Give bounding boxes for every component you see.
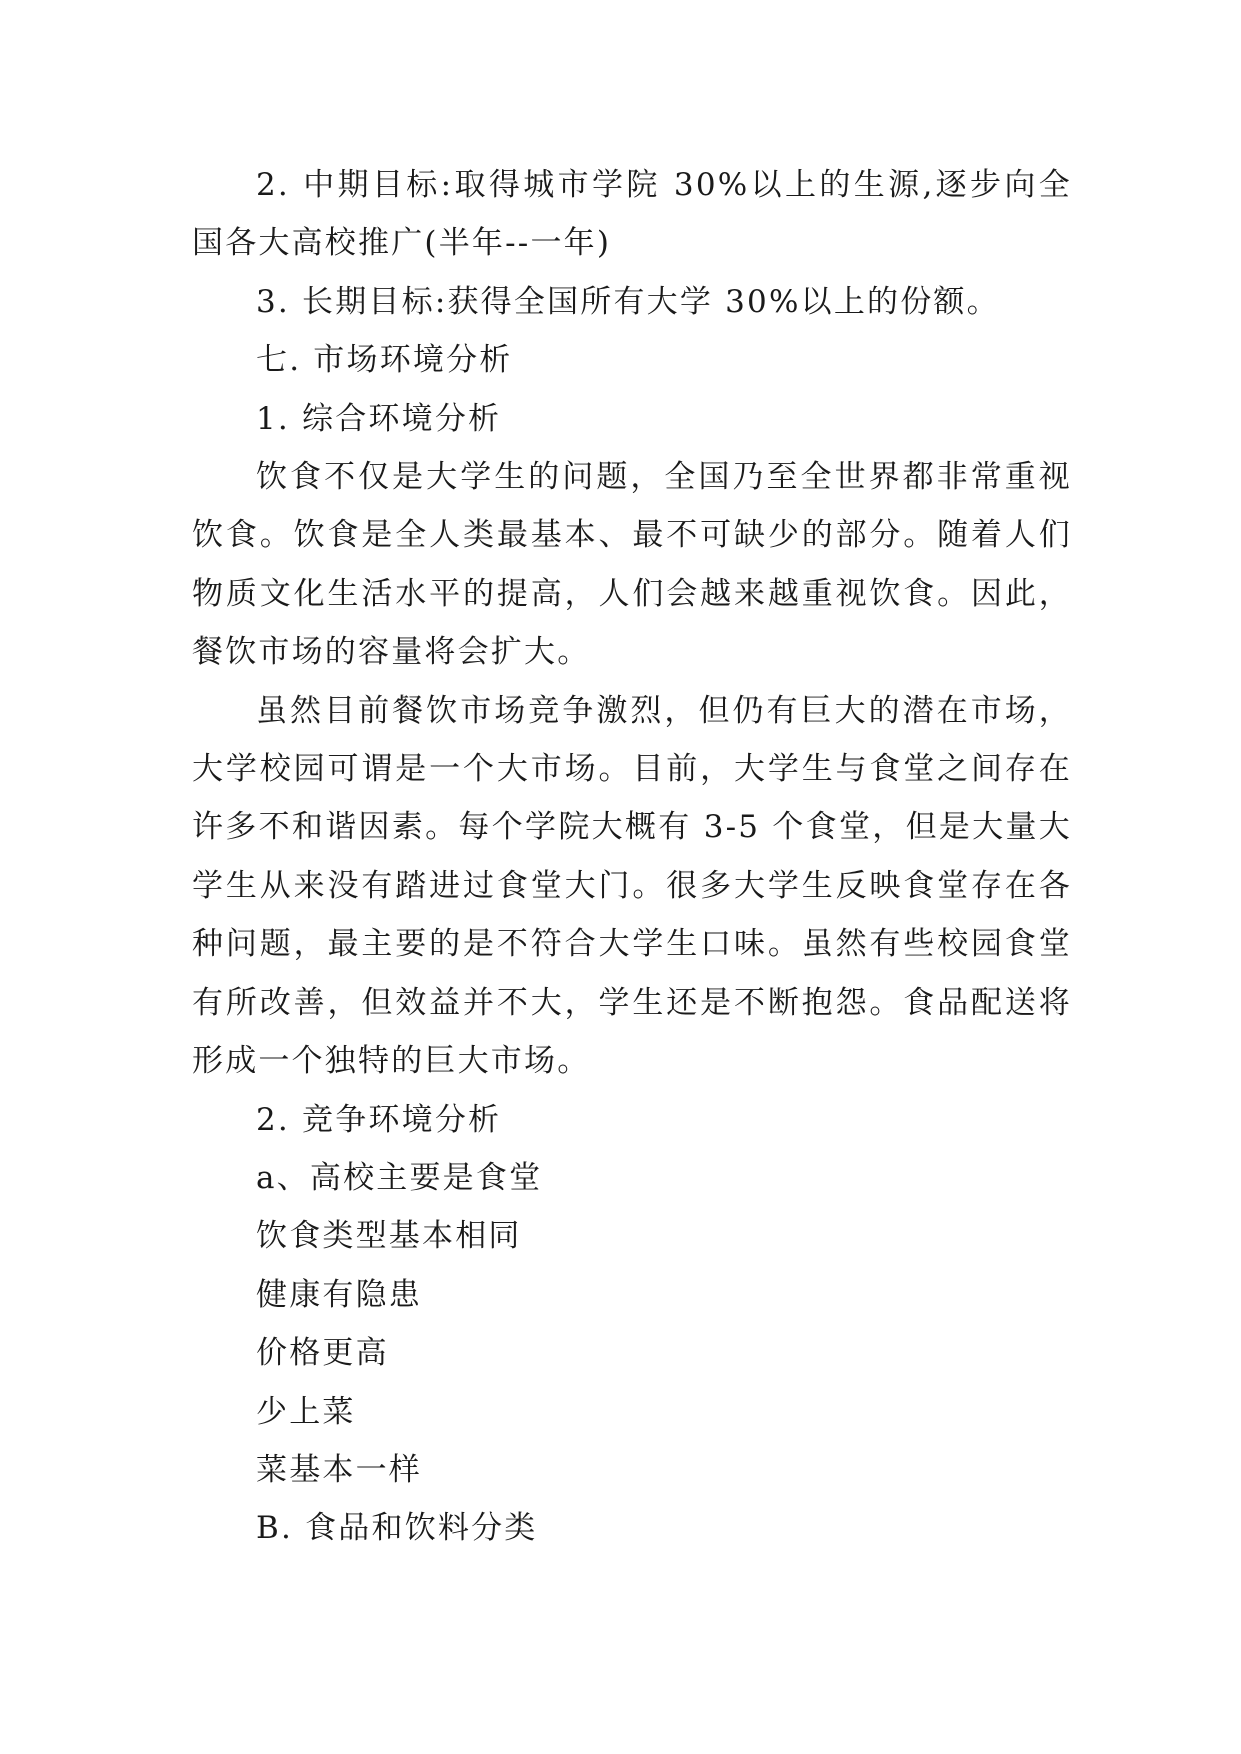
list-item: 健康有隐患 xyxy=(256,1276,422,1313)
subsection-heading-competition: 2. 竞争环境分析 xyxy=(256,1101,502,1138)
list-item: 价格更高 xyxy=(256,1335,389,1372)
list-item: 少上菜 xyxy=(256,1393,356,1430)
paragraph-long-term-goal: 3. 长期目标:获得全国所有大学 30%以上的份额。 xyxy=(256,283,1000,320)
subsection-heading-overall-environment: 1. 综合环境分析 xyxy=(256,400,502,437)
list-item: a、高校主要是食堂 xyxy=(256,1159,543,1196)
list-item: B. 食品和饮料分类 xyxy=(256,1510,538,1547)
list-item: 饮食类型基本相同 xyxy=(256,1218,522,1255)
section-heading-market-environment: 七. 市场环境分析 xyxy=(256,342,513,379)
document-body xyxy=(192,156,1072,1558)
paragraph-mid-term-goal: 2. 中期目标:取得城市学院 30%以上的生源,逐步向全国各大高校推广(半年--一年) xyxy=(192,167,1072,262)
paragraph-campus-market: 虽然目前餐饮市场竞争激烈，但仍有巨大的潜在市场，大学校园可谓是一个大市场。目前，大学生与食堂之间存在许多不和谐因素。每个学院大概有 3-5 个食堂，但是大量大学生从来没有踏进过食堂大门。很多大学生反映食堂存在各种问题，最主要的是不符合大学生口味。虽然有些校园食堂有所改善，但效益并不大，学生还是不断抱怨。食品配送将形成一个独特的巨大市场。 xyxy=(192,692,1072,1080)
list-item: 菜基本一样 xyxy=(256,1451,422,1488)
paragraph-diet-importance: 饮食不仅是大学生的问题，全国乃至全世界都非常重视饮食。饮食是全人类最基本、最不可缺少的部分。随着人们物质文化生活水平的提高，人们会越来越重视饮食。因此，餐饮市场的容量将会扩大。 xyxy=(192,459,1072,671)
